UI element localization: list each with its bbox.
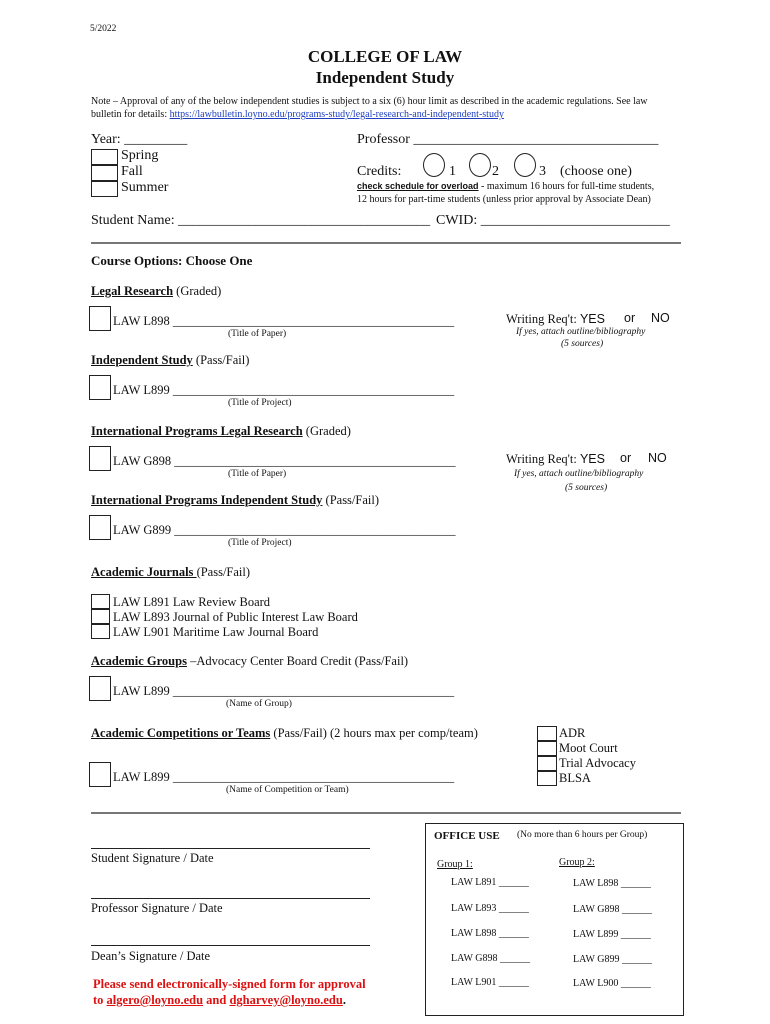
email-link-2[interactable]: dgharvey@loyno.edu [229, 993, 343, 1007]
competitions-course-line[interactable]: LAW L899 _____________________________________________ [113, 770, 455, 784]
blsa-checkbox[interactable] [537, 771, 557, 786]
group-2-item[interactable]: LAW L900 ______ [573, 978, 651, 989]
journals-suffix: (Pass/Fail) [196, 565, 251, 579]
send-and: and [203, 993, 230, 1007]
email-link-1[interactable]: algero@loyno.edu [106, 993, 204, 1007]
groups-heading [91, 654, 408, 669]
group-1-item[interactable]: LAW L893 ______ [451, 903, 529, 914]
term-fall-label: Fall [121, 164, 143, 179]
journal-l893-checkbox[interactable] [91, 609, 110, 624]
journal-l891-label: LAW L891 Law Review Board [113, 595, 271, 609]
overload-line-2: 12 hours for part-time students (unless prior approval by Associate Dean) [357, 194, 651, 205]
note-prefix: bulletin for details: [91, 109, 170, 120]
adr-checkbox[interactable] [537, 726, 557, 741]
intl-research-checkbox[interactable] [89, 446, 111, 471]
legal-research-caption: (Title of Paper) [228, 329, 287, 339]
journal-l901-checkbox[interactable] [91, 624, 110, 639]
credit-2-radio[interactable] [469, 153, 491, 177]
independent-study-title: Independent Study [91, 353, 193, 367]
fall-checkbox[interactable] [91, 165, 118, 181]
group-2-item[interactable]: LAW G899 ______ [573, 954, 653, 965]
journals-heading [91, 565, 250, 580]
legal-research-suffix: (Graded) [173, 284, 222, 298]
send-prefix: to [93, 993, 107, 1007]
groups-suffix: –Advocacy Center Board Credit (Pass/Fail) [186, 654, 409, 668]
writing-req-label: Writing Req't: [506, 312, 580, 326]
journals-title: Academic Journals [91, 565, 197, 579]
independent-study-course-line[interactable]: LAW L899 _____________________________________________ [113, 383, 455, 397]
term-summer-label: Summer [121, 180, 169, 195]
writing-req-1 [506, 312, 605, 327]
professor-signature-label: Professor Signature / Date [91, 901, 223, 915]
or-label: or [620, 451, 632, 465]
student-signature-label: Student Signature / Date [91, 851, 214, 865]
intl-study-caption: (Title of Project) [228, 538, 292, 548]
spring-checkbox[interactable] [91, 149, 118, 165]
choose-one-label: (choose one) [560, 164, 632, 179]
group-2-label: Group 2: [559, 857, 595, 868]
overload-line [357, 181, 654, 192]
note-line-2 [91, 109, 504, 120]
journal-l893-label: LAW L893 Journal of Public Interest Law Board [113, 610, 358, 624]
group-2-item[interactable]: LAW L898 ______ [573, 878, 651, 889]
attach-sources: (5 sources) [565, 483, 608, 493]
trial-advocacy-label: Trial Advocacy [559, 756, 636, 770]
intl-research-heading [91, 424, 351, 439]
summer-checkbox[interactable] [91, 181, 118, 197]
professor-field[interactable]: Professor ___________________________________ [357, 132, 659, 147]
credit-1-label: 1 [449, 164, 456, 179]
group-1-item[interactable]: LAW L891 ______ [451, 877, 529, 888]
dean-signature-label: Dean’s Signature / Date [91, 949, 211, 963]
competitions-suffix: (Pass/Fail) (2 hours max per comp/team) [270, 726, 478, 740]
overload-link[interactable]: check schedule for overload [357, 181, 479, 191]
competitions-title: Academic Competitions or Teams [91, 726, 271, 740]
group-2-item[interactable]: LAW L899 ______ [573, 929, 651, 940]
year-field[interactable]: Year: _________ [91, 132, 188, 147]
group-2-item[interactable]: LAW G898 ______ [573, 904, 653, 915]
attach-note: If yes, attach outline/bibliography [514, 469, 644, 479]
credit-3-label: 3 [539, 164, 546, 179]
intl-research-course-line[interactable]: LAW G898 _____________________________________________ [113, 454, 456, 468]
credits-label: Credits: [357, 164, 402, 179]
moot-court-label: Moot Court [559, 741, 618, 755]
intl-study-course-line[interactable]: LAW G899 _____________________________________________ [113, 523, 456, 537]
overload-text: - maximum 16 hours for full-time students, [478, 181, 655, 192]
credit-2-label: 2 [492, 164, 499, 179]
credit-3-radio[interactable] [514, 153, 536, 177]
intl-study-checkbox[interactable] [89, 515, 111, 540]
intl-study-heading [91, 493, 379, 508]
bulletin-link[interactable]: https://lawbulletin.loyno.edu/programs-study/legal-research-and-independent-study [169, 109, 504, 120]
group-1-label: Group 1: [437, 859, 473, 870]
journal-l891-checkbox[interactable] [91, 594, 110, 609]
yes-option[interactable]: YES [579, 312, 605, 326]
cwid-field[interactable]: CWID: ___________________________ [436, 213, 670, 228]
adr-label: ADR [559, 726, 586, 740]
dean-signature-line[interactable] [91, 945, 370, 946]
no-option[interactable]: NO [651, 311, 670, 325]
credit-1-radio[interactable] [423, 153, 445, 177]
yes-option[interactable]: YES [579, 452, 605, 466]
competitions-checkbox[interactable] [89, 762, 111, 787]
independent-study-caption: (Title of Project) [228, 398, 292, 408]
send-instructions-line-2 [93, 993, 346, 1008]
note-line-1: Note – Approval of any of the below independent studies is subject to a six (6) hour limit as described in the academic regulations. See law [91, 96, 648, 107]
section-divider [91, 812, 681, 814]
competitions-caption: (Name of Competition or Team) [226, 785, 349, 795]
attach-note: If yes, attach outline/bibliography [516, 327, 646, 337]
writing-req-label: Writing Req't: [506, 452, 580, 466]
legal-research-checkbox[interactable] [89, 306, 111, 331]
send-period: . [342, 993, 346, 1007]
writing-req-2 [506, 452, 605, 467]
send-instructions-line-1: Please send electronically-signed form for approval [93, 977, 366, 991]
intl-research-title: International Programs Legal Research [91, 424, 303, 438]
trial-advocacy-checkbox[interactable] [537, 756, 557, 771]
attach-sources: (5 sources) [561, 339, 604, 349]
groups-checkbox[interactable] [89, 676, 111, 701]
intl-research-suffix: (Graded) [302, 424, 351, 438]
intl-study-suffix: (Pass/Fail) [322, 493, 380, 507]
blsa-label: BLSA [559, 771, 591, 785]
independent-study-heading [91, 353, 249, 368]
student-signature-line[interactable] [91, 848, 370, 849]
groups-title: Academic Groups [91, 654, 187, 668]
group-1-item[interactable]: LAW L898 ______ [451, 928, 529, 939]
legal-research-heading [91, 284, 221, 299]
groups-caption: (Name of Group) [226, 699, 292, 709]
term-spring-label: Spring [121, 148, 159, 163]
section-divider [91, 242, 681, 244]
course-options-heading: Course Options: Choose One [91, 253, 253, 268]
intl-research-caption: (Title of Paper) [228, 469, 287, 479]
or-label: or [624, 311, 636, 325]
office-use-note: (No more than 6 hours per Group) [517, 830, 648, 840]
group-1-item[interactable]: LAW L901 ______ [451, 977, 529, 988]
legal-research-title: Legal Research [91, 284, 174, 298]
office-use-title: OFFICE USE [434, 830, 500, 842]
page-title: COLLEGE OF LAW [307, 47, 463, 66]
intl-study-title: International Programs Independent Study [91, 493, 323, 507]
moot-court-checkbox[interactable] [537, 741, 557, 756]
journal-l901-label: LAW L901 Maritime Law Journal Board [113, 625, 319, 639]
competitions-heading [91, 726, 478, 741]
professor-signature-line[interactable] [91, 898, 370, 899]
student-name-field[interactable]: Student Name: ____________________________________ [91, 213, 431, 228]
independent-study-suffix: (Pass/Fail) [192, 353, 250, 367]
groups-course-line[interactable]: LAW L899 _____________________________________________ [113, 684, 455, 698]
page-subtitle: Independent Study [315, 68, 455, 87]
date-code: 5/2022 [90, 24, 117, 34]
group-1-item[interactable]: LAW G898 ______ [451, 953, 531, 964]
independent-study-checkbox[interactable] [89, 375, 111, 400]
legal-research-course-line[interactable]: LAW L898 _____________________________________________ [113, 314, 455, 328]
no-option[interactable]: NO [648, 451, 667, 465]
